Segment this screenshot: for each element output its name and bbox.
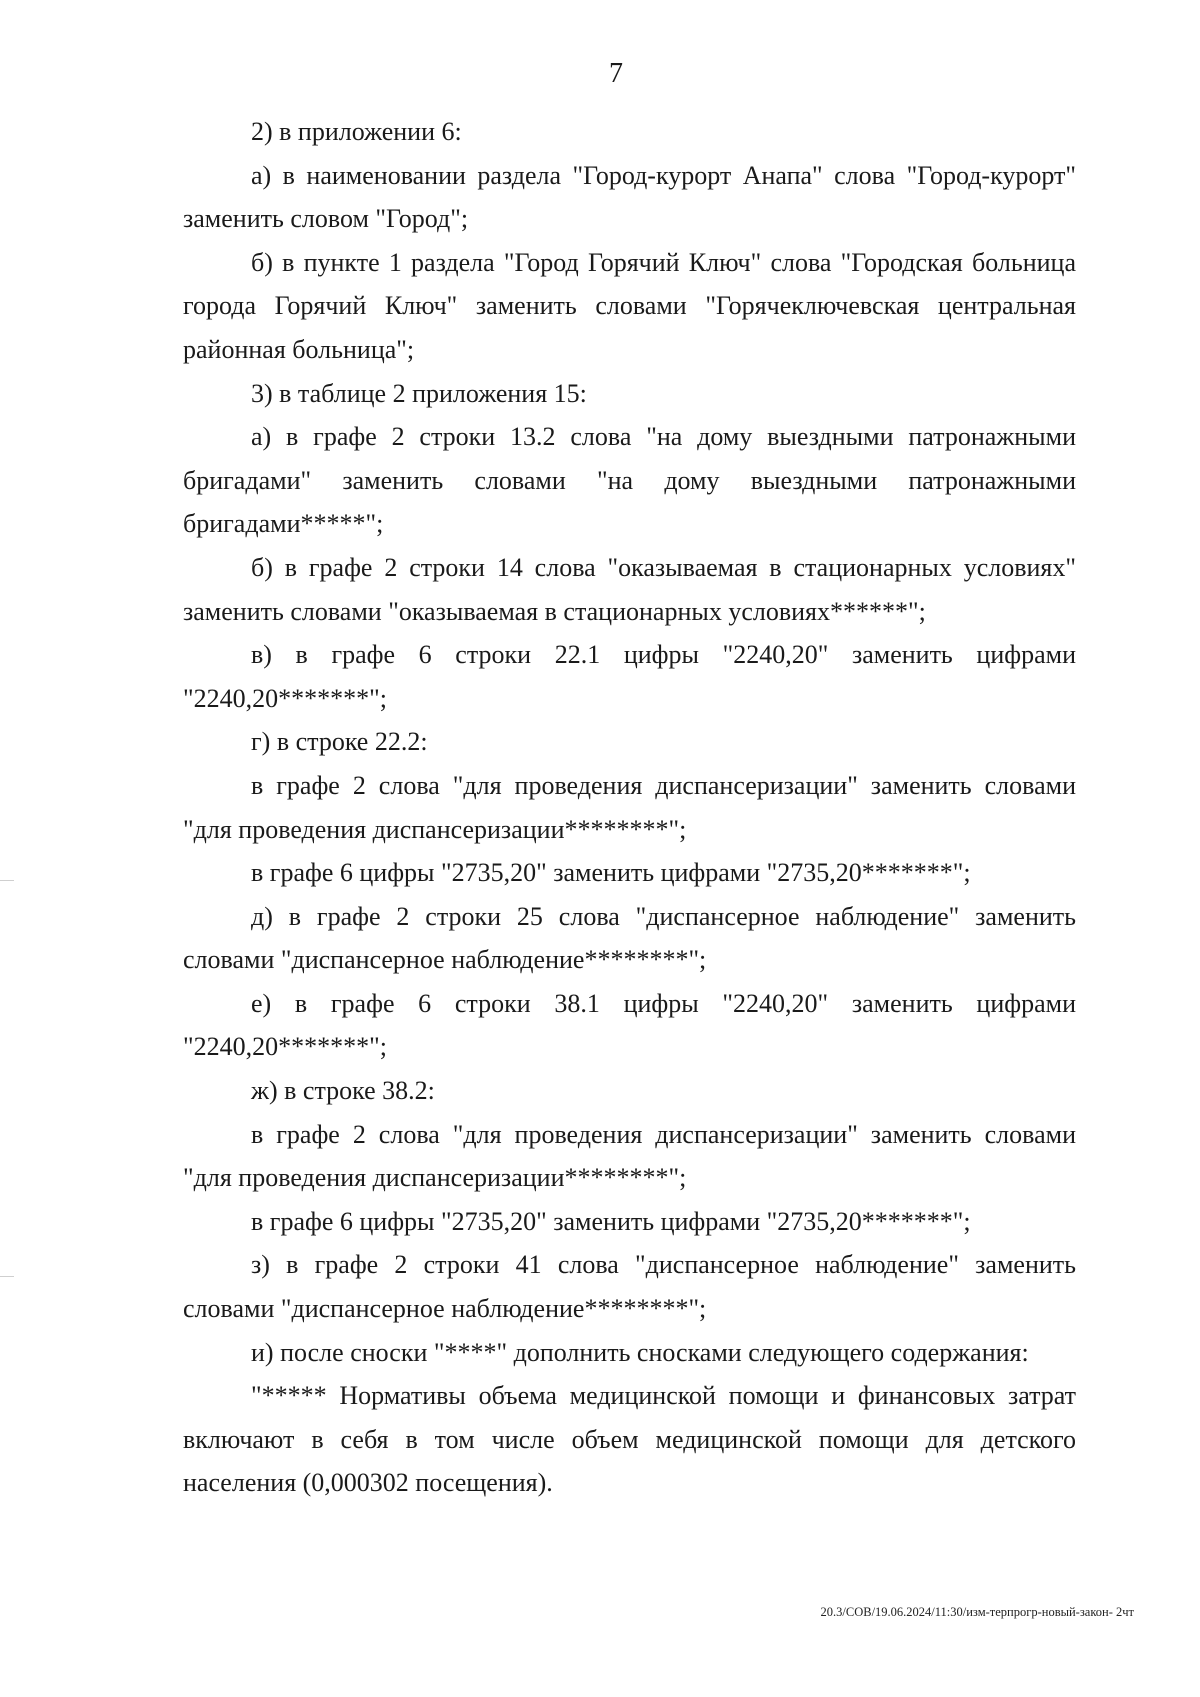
document-footer: 20.3/СОВ/19.06.2024/11:30/изм-терпрогр-новый-закон- 2чт: [820, 1605, 1134, 1619]
paragraph: а) в графе 2 строки 13.2 слова "на дому выездными патронажными бригадами" заменить словами "на дому выездными патронажными бригадами*****";: [183, 422, 1076, 539]
paragraph: в графе 2 слова "для проведения диспансеризации" заменить словами "для проведения диспансеризации********";: [183, 1119, 1076, 1193]
paragraph: д) в графе 2 строки 25 слова "диспансерное наблюдение" заменить словами "диспансерное наблюдение********";: [183, 901, 1076, 975]
paragraph: г) в строке 22.2:: [251, 727, 428, 757]
paragraph: б) в пункте 1 раздела "Город Горячий Ключ" слова "Городская больница города Горячий Ключ" заменить словами "Горячеключевская центральная районная больница";: [183, 247, 1076, 364]
paragraph: е) в графе 6 строки 38.1 цифры "2240,20" заменить цифрами "2240,20*******";: [183, 988, 1076, 1062]
fold-mark: [0, 1276, 14, 1277]
paragraph: в графе 6 цифры "2735,20" заменить цифрами "2735,20*******";: [251, 858, 971, 888]
page-number: 7: [609, 58, 623, 89]
paragraph: в графе 6 цифры "2735,20" заменить цифрами "2735,20*******";: [251, 1206, 971, 1236]
paragraph: ж) в строке 38.2:: [251, 1076, 435, 1106]
paragraph: в графе 2 слова "для проведения диспансеризации" заменить словами "для проведения диспансеризации********";: [183, 770, 1076, 844]
paragraph: 2) в приложении 6:: [251, 117, 462, 146]
document-body: [183, 110, 1076, 1505]
paragraph: "***** Нормативы объема медицинской помощи и финансовых затрат включают в себя в том числе объем медицинской помощи для детского населения (0,000302 посещения).: [183, 1381, 1076, 1498]
paragraph: б) в графе 2 строки 14 слова "оказываемая в стационарных условиях" заменить словами "оказываемая в стационарных условиях******";: [183, 552, 1076, 626]
paragraph: з) в графе 2 строки 41 слова "диспансерное наблюдение" заменить словами "диспансерное наблюдение********";: [183, 1250, 1076, 1324]
paragraph: в) в графе 6 строки 22.1 цифры "2240,20" заменить цифрами "2240,20*******";: [183, 640, 1076, 713]
paragraph: 3) в таблице 2 приложения 15:: [251, 378, 587, 408]
paragraph: а) в наименовании раздела "Город-курорт Анапа" слова "Город-курорт" заменить словом "Город";: [183, 160, 1076, 234]
paragraph: и) после сноски "****" дополнить сносками следующего содержания:: [251, 1337, 1029, 1367]
fold-mark: [0, 880, 14, 881]
